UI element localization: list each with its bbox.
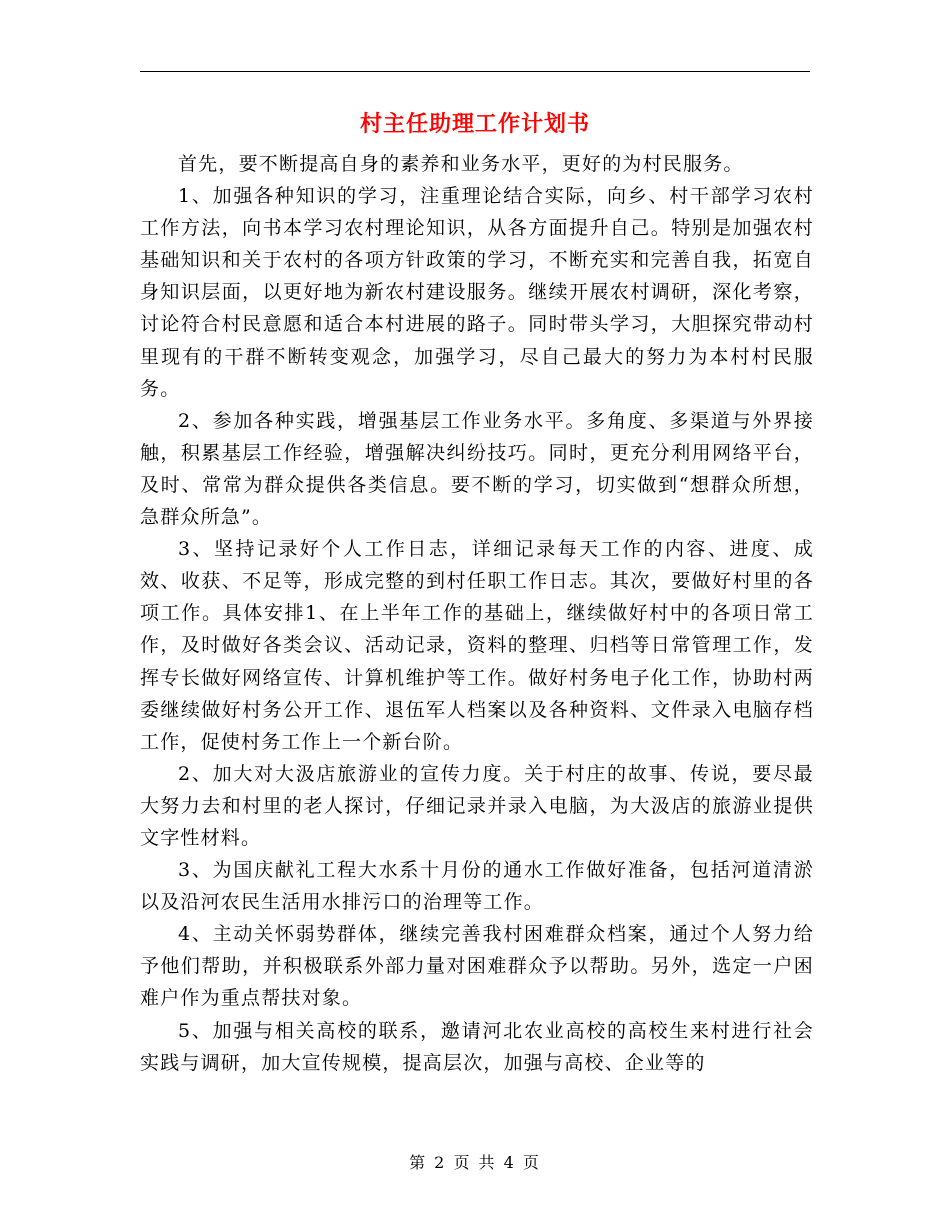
paragraph-6: 3、为国庆献礼工程大水系十月份的通水工作做好准备，包括河道清淤以及沿河农民生活用水排污口的治理等工作。 [140,859,814,914]
paragraph-8: 5、加强与相关高校的联系，邀请河北农业高校的高校生来村进行社会实践与调研，加大宣传规模，提高层次，加强与高校、企业等的 [140,1019,814,1074]
header-rule [140,71,810,72]
page-number: 第 2 页 共 4 页 [409,1153,541,1172]
document-title: 村主任助理工作计划书 [359,111,590,137]
paragraph-2: 1、加强各种知识的学习，注重理论结合实际，向乡、村干部学习农村工作方法，向书本学习农村理论知识，从各方面提升自己。特别是加强农村基础知识和关于农村的各项方针政策的学习，不断充实和完善自我，拓宽自身知识层面，以更好地为新农村建设服务。继续开展农村调研，深化考察，讨论符合村民意愿和适合本村进展的路子。同时带头学习，大胆探究带动村里现有的干群不断转变观念，加强学习，尽自己最大的努力为本村村民服务。 [140,185,814,400]
paragraph-4: 3、坚持记录好个人工作日志，详细记录每天工作的内容、进度、成效、收获、不足等，形成完整的到村任职工作日志。其次，要做好村里的各项工作。具体安排1、在上半年工作的基础上，继续做好村中的各项日常工作，及时做好各类会议、活动记录，资料的整理、归档等日常管理工作，发挥专长做好网络宣传、计算机维护等工作。做好村务电子化工作，协助村两委继续做好村务公开工作、退伍军人档案以及各种资料、文件录入电脑存档工作，促使村务工作上一个新台阶。 [140,538,814,753]
paragraph-1: 首先，要不断提高自身的素养和业务水平，更好的为村民服务。 [178,153,744,175]
paragraph-7: 4、主动关怀弱势群体，继续完善我村困难群众档案，通过个人努力给予他们帮助，并积极联系外部力量对困难群众予以帮助。另外，选定一户困难户作为重点帮扶对象。 [140,923,814,1010]
document-body [140,148,814,1079]
paragraph-3: 2、参加各种实践，增强基层工作业务水平。多角度、多渠道与外界接触，积累基层工作经验，增强解决纠纷技巧。同时，更充分利用网络平台，及时、常常为群众提供各类信息。要不断的学习，切实做到“想群众所想，急群众所急”。 [140,409,814,529]
paragraph-5: 2、加大对大汲店旅游业的宣传力度。关于村庄的故事、传说，要尽最大努力去和村里的老人探讨，仔细记录并录入电脑，为大汲店的旅游业提供文字性材料。 [140,762,814,849]
